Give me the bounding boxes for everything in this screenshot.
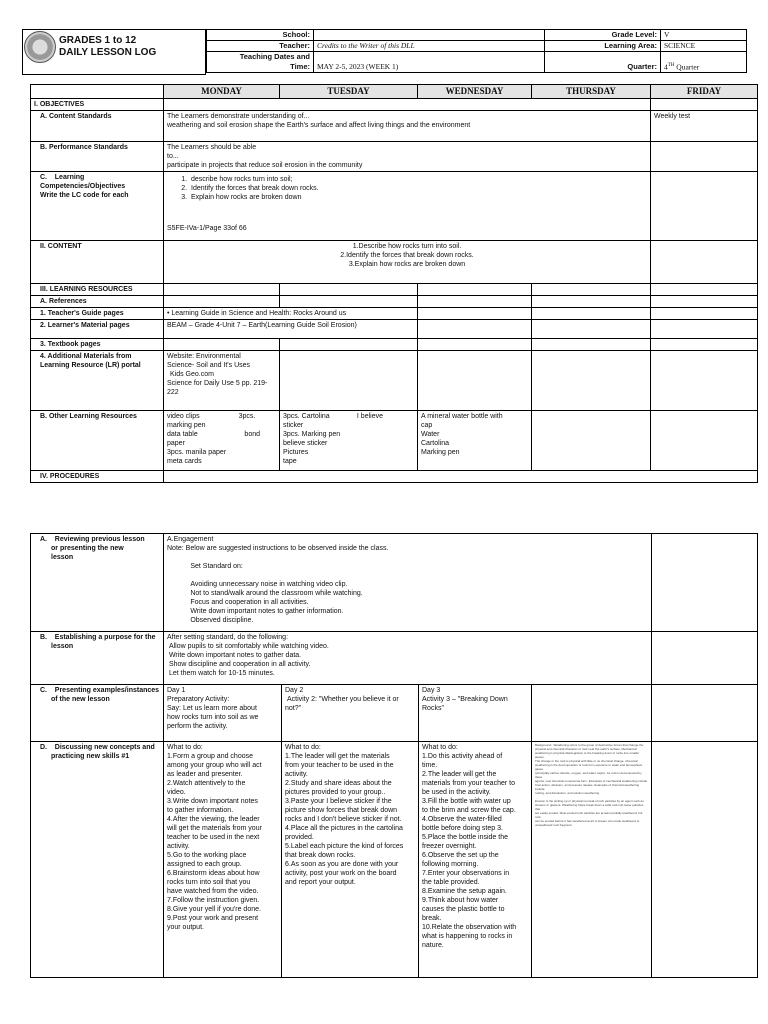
discuss-line: pictures provided to your group.. (285, 789, 386, 796)
performance-line3: participate in projects that reduce soil erosion in the community (167, 162, 363, 169)
discuss-line: 4.Place all the pictures in the cartolina (285, 825, 403, 832)
additional-line3: Kids Geo.com (170, 371, 214, 378)
background-line: streams or glaciers. Weathering helps break down a solid rock into loose particles that (535, 803, 645, 811)
discuss-line: 3.Fill the bottle with water up (422, 798, 511, 805)
competency-item: 2. Identify the forces that break down rocks. (189, 184, 647, 193)
discuss-line: to gather information. (167, 807, 234, 814)
discuss-line: 5.Label each picture the kind of forces (285, 843, 404, 850)
competency-item: 3. Explain how rocks are broken down (189, 193, 647, 202)
teachers-guide-label: 1. Teacher's Guide pages (31, 308, 164, 320)
discuss-line: video. (167, 789, 186, 796)
discuss-line: 6.Brainstorm ideas about how (167, 870, 260, 877)
examples-line: Say: Let us learn more about (167, 705, 257, 712)
background-line: The change in the rock is physical with little or no chemical change. Chemical (535, 759, 638, 763)
other-resources-wednesday (418, 411, 532, 471)
competencies-label-line2: Competencies/Objectives (40, 183, 126, 190)
content-standards-label: A. Content Standards (31, 111, 164, 142)
learners-material-label: 2. Learner's Material pages (31, 320, 164, 339)
discuss-line: 8.Give your yell if you're done. (167, 906, 261, 913)
discuss-line: 7.Enter your observations in (422, 870, 510, 877)
discuss-line: causes the plastic bottle to (422, 906, 505, 913)
teachers-guide-value: • Learning Guide in Science and Health: Rocks Around us (164, 308, 418, 320)
teacher-value: Credits to the Writer of this DLL (314, 41, 545, 52)
resource-item: meta cards (167, 458, 202, 465)
review-line: Write down important notes to gather information. (167, 608, 344, 615)
review-line: A.Engagement (167, 536, 214, 543)
examples-wednesday (419, 685, 532, 742)
discuss-line: assigned to each group. (167, 861, 242, 868)
competencies-label (31, 172, 164, 241)
discuss-line: time. (422, 762, 438, 769)
resource-item: cap (421, 422, 433, 429)
additional-materials-label (31, 351, 164, 411)
discuss-line: the table provided. (422, 879, 480, 886)
discuss-line: 8.Examine the setup again. (422, 888, 507, 895)
discuss-line: 5.Go to the working place (167, 852, 247, 859)
discuss-line: to the brim and screw the cap. (422, 807, 516, 814)
discuss-line: 6.Observe the set up the (422, 852, 499, 859)
textbook-label: 3. Textbook pages (31, 339, 164, 351)
review-line: Note: Below are suggested instructions to be observed inside the class. (167, 545, 389, 552)
background-line: weathering is the decomposition of rock from exposure to water and atmospheric gases (535, 763, 644, 771)
purpose-line: Let them watch for 10-15 minutes. (167, 670, 275, 677)
additional-line5: 222 (167, 389, 179, 396)
purpose-text (164, 632, 652, 685)
review-line (167, 571, 648, 580)
competencies-label-line1: C. Learning (40, 174, 85, 181)
discuss-line: 9.Post your work and present (167, 915, 259, 922)
discuss-line: 2.The leader will get the (422, 771, 497, 778)
resource-item: Cartolina (421, 440, 450, 447)
content-line1: 1.Describe how rocks turn into soil. (352, 243, 462, 250)
background-line: can be eroded before it has weathered at all. A stream can erode weathered or (535, 819, 640, 823)
background-line: rusting, and dissolution, and solution weathering. (535, 791, 600, 795)
examples-line: how rocks turn into soil as we (167, 714, 259, 721)
examples-line: Day 1 (167, 687, 186, 694)
review-text (164, 534, 652, 632)
content-line3: 3.Explain how rocks are broken down (348, 261, 466, 268)
purpose-label-line1: B. Establishing a purpose for the (40, 634, 156, 641)
grade-label: Grade Level: (545, 30, 661, 41)
discuss-line: 1.Form a group and choose (167, 753, 253, 760)
day-wednesday: WEDNESDAY (418, 85, 532, 99)
discuss-line: 4.Observe the water-filled (422, 816, 502, 823)
procedures-heading: IV. PROCEDURES (31, 471, 164, 483)
other-resources-tuesday (280, 411, 418, 471)
background-line: are easily eroded. Most eroded rock particles are at least partially weathered, but rock (535, 811, 644, 819)
discuss-thursday-background (532, 742, 652, 978)
resource-item: A mineral water bottle with (421, 413, 503, 420)
resource-item: Pictures (283, 449, 309, 456)
discuss-line: activity. (167, 843, 190, 850)
discuss-line: 7.Follow the instruction given. (167, 897, 260, 904)
resources-heading: III. LEARNING RESOURCES (31, 284, 164, 296)
purpose-line: After setting standard, do the following: (167, 634, 289, 641)
discuss-line: and report your output. (285, 879, 356, 886)
discuss-line: will get the materials from your (167, 825, 262, 832)
review-label-line1: A. Reviewing previous lesson (40, 536, 145, 543)
area-value: SCIENCE (661, 41, 747, 52)
purpose-label-line2: lesson (51, 643, 74, 650)
school-label: School: (207, 30, 314, 41)
discuss-line: What to do: (285, 744, 321, 751)
examples-line: Activity 2: "Whether you believe it or (285, 696, 399, 703)
examples-line: Preparatory Activity: (167, 696, 230, 703)
objectives-heading: I. OBJECTIVES (31, 99, 164, 111)
dates-label-line1: Teaching Dates and (239, 52, 310, 61)
background-line: unweathered rock fragment. (535, 823, 573, 827)
resource-item: believe sticker (283, 440, 328, 447)
resource-item: data table bond (167, 431, 260, 438)
examples-tuesday (282, 685, 419, 742)
dates-label (207, 52, 314, 73)
review-label-line3: lesson (51, 554, 74, 561)
dates-value: MAY 2-5, 2023 (WEEK 1) (314, 52, 545, 73)
examples-line: Activity 3 – "Breaking Down (422, 696, 508, 703)
performance-line2: to... (167, 153, 179, 160)
other-resources-label: B. Other Learning Resources (31, 411, 164, 471)
examples-line: Rocks" (422, 705, 444, 712)
header-title-line2: DAILY LESSON LOG (59, 47, 157, 58)
discuss-wednesday (419, 742, 532, 978)
competencies-list (189, 175, 647, 202)
resource-item: Marking pen (421, 449, 460, 456)
discuss-label-line1: D. Discussing new concepts and (40, 744, 155, 751)
review-line: Avoiding unnecessary noise in watching video clip. (167, 581, 348, 588)
day-thursday: THURSDAY (532, 85, 651, 99)
content-label: II. CONTENT (31, 241, 164, 284)
discuss-line: that break down rocks. (285, 852, 356, 859)
discuss-line: bottle before doing step 3. (422, 825, 503, 832)
discuss-line: What to do: (422, 744, 458, 751)
background-line: Background: Weathering refers to the group of destructive forces that change the (535, 743, 644, 747)
resource-item: 3pcs. Marking pen (283, 431, 341, 438)
resource-item: Water (421, 431, 440, 438)
discuss-line: what is happening to rocks in (422, 933, 513, 940)
performance-standards-label: B. Performance Standards (31, 142, 164, 172)
discuss-line: following morning. (422, 861, 479, 868)
content-text (164, 241, 651, 284)
discuss-line: 2.Study and share ideas about the (285, 780, 392, 787)
teacher-label: Teacher: (207, 41, 314, 52)
header-title-line1: GRADES 1 to 12 (59, 35, 137, 46)
discuss-line: break. (422, 915, 442, 922)
discuss-line: rocks and I don't believe sticker if not. (285, 816, 402, 823)
competency-item: 1. describe how rocks turn into soil; (189, 175, 647, 184)
additional-line2: Science- Soil and It's Uses (167, 362, 251, 369)
content-line2: 2.Identify the forces that break down rocks. (340, 252, 474, 259)
purpose-line: Allow pupils to sit comfortably while watching video. (167, 643, 329, 650)
background-line: physical and chemical character of rock near the earth's surface. Mechanical (535, 747, 637, 751)
additional-line4: Science for Daily Use 5 pp. 219- (167, 380, 268, 387)
discuss-line: 2.Watch attentively to the (167, 780, 246, 787)
header-info-table (206, 29, 747, 73)
review-line: Focus and cooperation in all activities. (167, 599, 309, 606)
additional-label-line1: 4. Additional Materials from (40, 353, 132, 360)
day-monday: MONDAY (164, 85, 280, 99)
school-value (314, 30, 545, 41)
discuss-line: activity, post your work on the board (285, 870, 397, 877)
background-line: (principally carbon dioxide, oxygen, and water vapor). As rock is decomposed by these (535, 771, 643, 779)
additional-line1: Website: Environmental (167, 353, 241, 360)
days-header-blank (31, 85, 164, 99)
resource-item: tape (283, 458, 297, 465)
day-tuesday: TUESDAY (280, 85, 418, 99)
resource-item: sticker (283, 422, 304, 429)
examples-label-line1: C. Presenting examples/instances (40, 687, 160, 694)
lc-code: S5FE-IVa-1/Page 33of 66 (167, 225, 247, 232)
discuss-line: 1.The leader will get the materials (285, 753, 390, 760)
discuss-line: 3.Write down important notes (167, 798, 258, 805)
competencies-text (164, 172, 651, 241)
discuss-line: nature. (422, 942, 444, 949)
resource-item: 3pcs. Cartolina I believe (283, 413, 383, 420)
purpose-line: Show discipline and cooperation in all activity. (167, 661, 311, 668)
review-line (167, 553, 648, 562)
grade-value: V (661, 30, 747, 41)
learners-material-value: BEAM – Grade 4-Unit 7 – Earth(Learning Guide Soil Erosion) (164, 320, 418, 339)
discuss-monday (164, 742, 282, 978)
examples-monday (164, 685, 282, 742)
examples-line: perform the activity. (167, 723, 228, 730)
discuss-line: teacher to be used in the next (167, 834, 260, 841)
review-label-line2: or presenting the new (51, 545, 124, 552)
discuss-line: 6.As soon as you are done with your (285, 861, 399, 868)
weekly-test: Weekly test (651, 111, 758, 142)
purpose-label (31, 632, 164, 685)
examples-line: not?" (285, 705, 302, 712)
background-line: frost action, abrasion, and pressure release. Examples of chemical weathering include (535, 783, 640, 791)
background-line: weathering is physical disintegration to the breaking down of rocks into smaller pieces. (535, 751, 641, 759)
discuss-line: materials from your teacher to (422, 780, 515, 787)
references-label: A. References (31, 296, 164, 308)
discuss-line: among your group who will act (167, 762, 262, 769)
discuss-line: freezer overnight. (422, 843, 477, 850)
additional-materials-value (164, 351, 280, 411)
background-line: Erosion is the picking up or physical removal of rock particles by an agent such as (535, 799, 644, 803)
discuss-line: rocks turn into soil that you (167, 879, 251, 886)
discuss-line: as leader and presenter. (167, 771, 243, 778)
lesson-log-table-1 (30, 84, 758, 483)
examples-line: Day 3 (422, 687, 441, 694)
review-line: Observed discipline. (167, 617, 254, 624)
resource-item: marking pen (167, 422, 206, 429)
discuss-line: your output. (167, 924, 204, 931)
resource-item: video clips 3pcs. (167, 413, 256, 420)
competencies-label-line3: Write the LC code for each (40, 192, 129, 199)
resource-item: 3pcs. manila paper (167, 449, 227, 456)
content-standards-text (164, 111, 651, 142)
performance-standards-text (164, 142, 651, 172)
dates-label-line2: Time: (290, 62, 310, 71)
discuss-label-line2: practicing new skills #1 (51, 753, 130, 760)
deped-seal-icon (24, 31, 56, 63)
performance-line1: The Learners should be able (167, 144, 257, 151)
discuss-line: 1.Do this activity ahead of (422, 753, 503, 760)
other-resources-monday (164, 411, 280, 471)
area-label: Learning Area: (545, 41, 661, 52)
discuss-line: What to do: (167, 744, 203, 751)
examples-line: Day 2 (285, 687, 304, 694)
quarter-label: Quarter: (545, 52, 661, 73)
discuss-line: 5.Place the bottle inside the (422, 834, 509, 841)
discuss-line: from your teacher to be used in the (285, 762, 394, 769)
discuss-line: provided. (285, 834, 314, 841)
review-label (31, 534, 164, 632)
discuss-tuesday (282, 742, 419, 978)
discuss-label (31, 742, 164, 978)
quarter-value: 4TH Quarter (661, 52, 747, 73)
discuss-line: 9.Think about how water (422, 897, 499, 904)
discuss-line: be used in the activity. (422, 789, 491, 796)
discuss-line: 3.Paste your I believe sticker if the (285, 798, 392, 805)
discuss-line: have watched from the video. (167, 888, 259, 895)
background-line: agents, new chemical compounds form. Examples of mechanical weathering include (535, 779, 648, 783)
day-friday: FRIDAY (651, 85, 758, 99)
resource-item: paper (167, 440, 185, 447)
discuss-line: 10.Relate the observation with (422, 924, 517, 931)
lesson-log-table-2 (30, 533, 758, 978)
discuss-line: 4.After the viewing, the leader (167, 816, 260, 823)
review-line: Not to stand/walk around the classroom while watching. (167, 590, 363, 597)
content-standards-line1: The Learners demonstrate understanding of... (167, 113, 310, 120)
purpose-line: Write down important notes to gather data. (167, 652, 302, 659)
examples-label (31, 685, 164, 742)
review-line: Set Standard on: (167, 563, 243, 570)
additional-label-line2: Learning Resource (LR) portal (40, 362, 141, 369)
content-standards-line2: weathering and soil erosion shape the Earth's surface and affect living things and the environment (167, 122, 471, 129)
examples-label-line2: of the new lesson (51, 696, 110, 703)
discuss-line: picture show forces that break down (285, 807, 398, 814)
discuss-line: activity. (285, 771, 308, 778)
